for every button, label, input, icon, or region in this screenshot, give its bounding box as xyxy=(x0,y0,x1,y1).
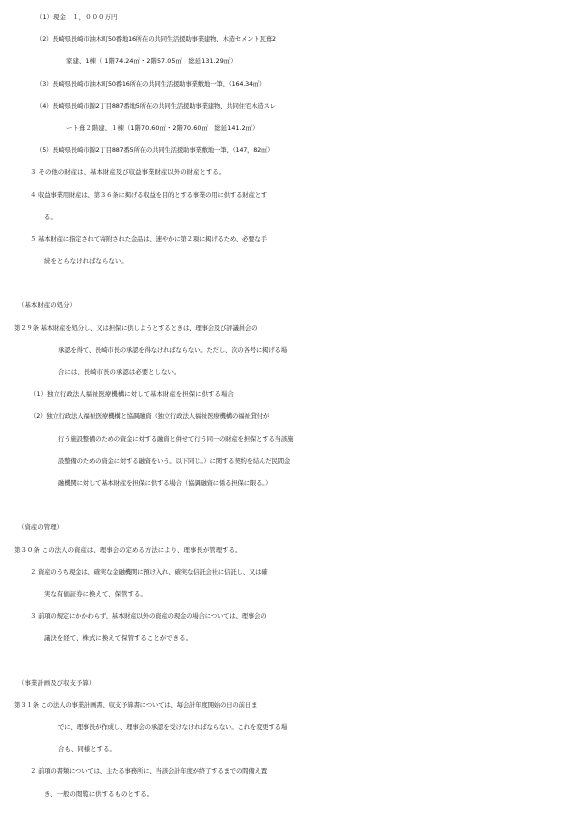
text-line: 融機関に対して基本財産を担保に供する場合（協調融資に係る担保に限る。） xyxy=(58,478,272,487)
text-line: （1）現金 １，０００万円 xyxy=(36,13,118,21)
text-line: でに、理事長が作成し、理事会の承認を受けなければならない。これを変更する場 xyxy=(58,723,288,731)
text-line: 合には、長崎市長の承認は必要としない。 xyxy=(58,368,181,376)
text-line: 承認を得て、長崎市長の承認を得なければならない。ただし、次の各号に掲げる場 xyxy=(58,345,287,354)
text-line: き、一般の閲覧に供するものとする。 xyxy=(44,789,154,798)
text-line: 設整備のための資金に対する融資をいう。以下同じ。）に関する契約を結んだ民間金 xyxy=(58,456,291,465)
text-line: （3）長崎県長崎市油木町50番16所在の共同生活援助事業敷地一筆、（164.34㎡） xyxy=(36,79,266,88)
text-line: （2）独立行政法人福祉医療機構と協調融資（独立行政法人福祉医療機構の福祉貸付が xyxy=(30,412,270,421)
section-heading: （事業計画及び収支予算） xyxy=(18,678,96,687)
text-line: 合も、同様とする。 xyxy=(58,745,116,754)
text-line: （4）長崎県長崎市錦2丁目887番地5所在の共同生活援助事業建物、共同住宅木造スレ xyxy=(36,101,276,110)
text-line: （2）長崎県長崎市油木町50番地16所在の共同生活援助事業建物、木造セメント瓦葺2 xyxy=(36,35,276,44)
text-line: 続をとらなければならない。 xyxy=(44,257,128,266)
text-line: ４ 収益事業用財産は、第３６条に掲げる収益を目的とする事業の用に供する財産とす xyxy=(30,190,268,199)
text-line: 議決を経て、株式に換えて保管することができる。 xyxy=(44,634,193,643)
document-page xyxy=(0,6,565,805)
article-line: 第２９条 基本財産を処分し、又は担保に供しようとするときは、理事会及び評議員会の xyxy=(14,323,258,332)
section-heading: （資産の管理） xyxy=(18,523,64,532)
article-line: 第３１条 この法人の事業計画書、収支予算書については、毎会計年度開始の日の前日ま xyxy=(14,700,258,709)
blank-line xyxy=(0,494,565,516)
blank-line xyxy=(0,272,565,294)
text-line: ２ 前項の書類については、主たる事務所に、当該会計年度が終了するまでの間備え置 xyxy=(30,767,267,776)
section-heading: （基本財産の処分） xyxy=(18,301,76,310)
text-line: ３ その他の財産は、基本財産及び収益事業財産以外の財産とする。 xyxy=(30,168,226,177)
text-line: ２ 資産のうち現金は、確実な金融機関に預け入れ、確実な信託会社に信託し、又は確 xyxy=(30,567,268,576)
text-line: 実な有価証券に換えて、保管する。 xyxy=(44,589,147,598)
text-line: 行う施設整備のための資金に対する融資と併せて行う同一の財産を担保とする当該施 xyxy=(58,434,294,443)
text-line: る。 xyxy=(44,212,57,221)
text-line: ３ 前項の規定にかかわらず、基本財産以外の資産の現金の場合については、理事会の xyxy=(30,612,267,621)
blank-line xyxy=(0,649,565,671)
article-line: 第３０条 この法人の資産は、理事会の定める方法により、理事長が管理する。 xyxy=(14,545,242,554)
text-line: ート葺２階建、１棟（1階70.60㎡・2階70.60㎡ 総延141.2㎡） xyxy=(66,123,259,132)
text-line: （1）独立行政法人福祉医療機構に対して基本財産を担保に供する場合 xyxy=(30,390,234,399)
text-line: ５ 基本財産に指定されて寄附された金品は、速やかに第２項に掲げるため、必要な手 xyxy=(30,234,267,243)
text-line: 家建、1棟（ 1階74.24㎡・2階57.05㎡ 総延131.29㎡） xyxy=(66,57,237,66)
text-line: （5）長崎県長崎市錦2丁目887番5所在の共同生活援助事業敷地一筆、（147，82㎡） xyxy=(36,146,274,155)
